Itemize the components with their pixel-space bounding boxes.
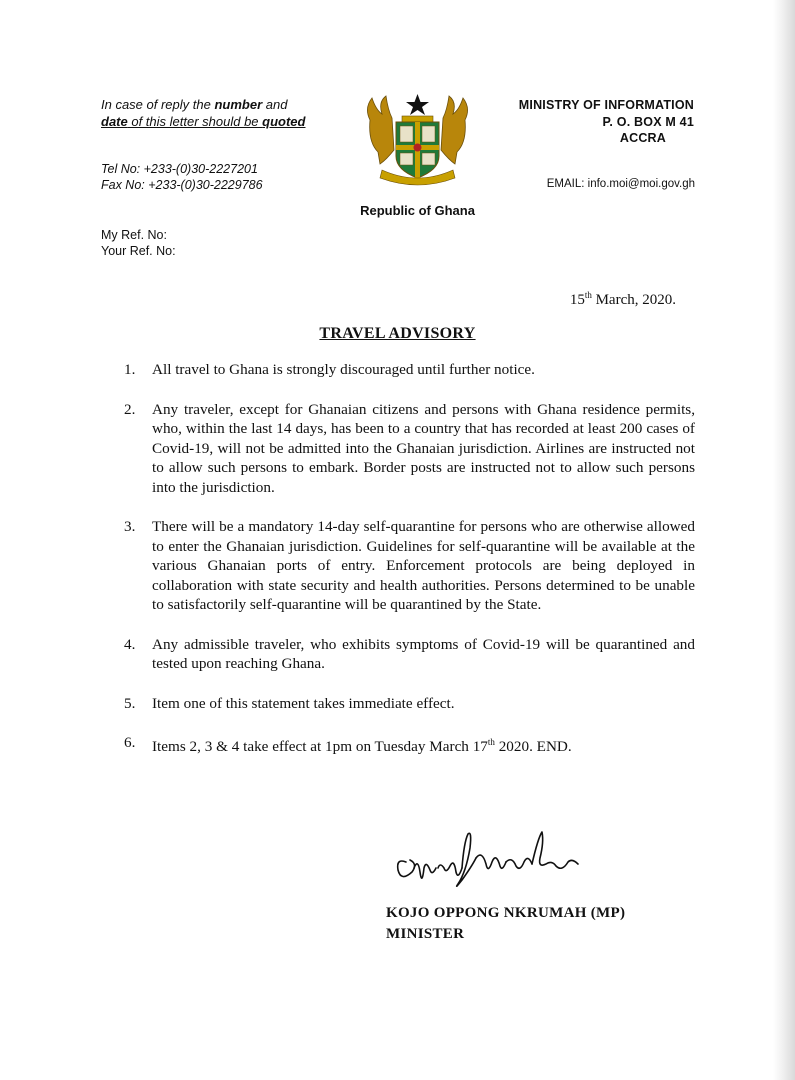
- reference-numbers: [101, 227, 176, 259]
- list-item: [120, 400, 695, 498]
- signatory-name: KOJO OPPONG NKRUMAH (MP): [386, 905, 626, 921]
- item-text: Any admissible traveler, who exhibits symptoms of Covid-19 will be quarantined and tested upon reaching Ghana.: [152, 635, 695, 672]
- page-edge-shadow: [773, 0, 795, 1080]
- fax-number: Fax No: +233-(0)30-2229786: [101, 178, 263, 192]
- list-item: [120, 733, 695, 757]
- reply-instructions: In case of reply the number and date of this letter should be quoted: [101, 97, 306, 129]
- item-number: 5.: [124, 694, 136, 712]
- list-item: [120, 635, 695, 674]
- email-address: EMAIL: info.moi@moi.gov.gh: [546, 178, 695, 190]
- city: ACCRA: [619, 131, 666, 145]
- item-text: There will be a mandatory 14-day self-quarantine for persons who are otherwise allowed to enter the Ghanaian jurisdiction. Guidelines for self-quarantine will be available at the various Ghanaian ports of entry. Enforcement protocols are being deployed in collaboration with state security and health authorities. Persons determined to be unable to satisfactorily self-quarantine will be quarantined by the State.: [152, 518, 695, 613]
- item-text: Items 2, 3 & 4 take effect at 1pm on Tuesday March 17th 2020. END.: [152, 737, 572, 756]
- signatory-block: [386, 903, 625, 945]
- republic-label: Republic of Ghana: [360, 203, 475, 218]
- list-item: [120, 360, 695, 380]
- your-ref: Your Ref. No:: [101, 244, 176, 258]
- signatory-title: MINISTER: [386, 926, 465, 942]
- handwritten-signature: [392, 828, 592, 898]
- item-text: Item one of this statement takes immediate effect.: [152, 694, 455, 712]
- item-text: All travel to Ghana is strongly discouraged until further notice.: [152, 361, 535, 378]
- item-text: Any traveler, except for Ghanaian citizens and persons with Ghana residence permits, who, within the last 14 days, has been to a country that has recorded at least 200 cases of Covid-19, will not be admitted into the Ghanaian jurisdiction. Airlines are instructed not to allow such persons to embark. Border posts are instructed not to allow such persons into the jurisdiction.: [152, 400, 695, 496]
- ghana-coat-of-arms-icon: [360, 90, 475, 188]
- item-number: 6.: [124, 734, 136, 751]
- tel-number: Tel No: +233-(0)30-2227201: [101, 162, 258, 176]
- list-item: [120, 517, 695, 615]
- item-number: 1.: [124, 361, 136, 378]
- item-number: 2.: [124, 400, 136, 418]
- item-number: 4.: [124, 635, 136, 653]
- po-box: P. O. BOX M 41: [602, 114, 694, 129]
- contact-numbers: [101, 161, 263, 193]
- list-item: [120, 694, 695, 714]
- item-number: 3.: [124, 518, 136, 535]
- advisory-list: [120, 360, 695, 777]
- letter-date: 15th March, 2020.: [569, 290, 676, 308]
- page-title: TRAVEL ADVISORY: [319, 325, 476, 342]
- ministry-name: MINISTRY OF INFORMATION: [518, 98, 694, 112]
- ministry-address: [480, 97, 694, 147]
- my-ref: My Ref. No:: [101, 228, 167, 242]
